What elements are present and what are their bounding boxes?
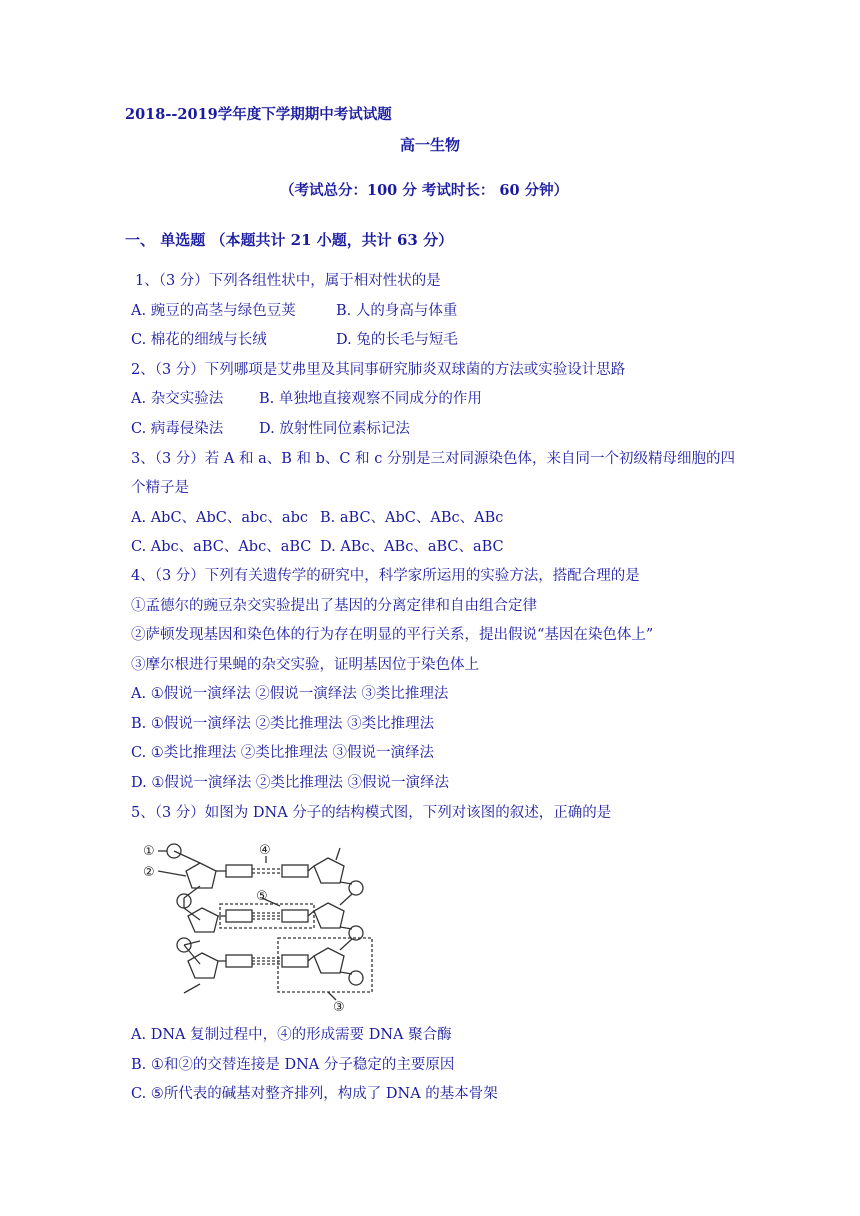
question-1-stem: 1、（3 分）下列各组性状中，属于相对性状的是 (135, 273, 441, 289)
question-2-stem: 2、（3 分）下列哪项是艾弗里及其同事研究肺炎双球菌的方法或实验设计思路 (131, 362, 626, 378)
exam-title: 2018--2019学年度下学期期中考试试题 (125, 106, 392, 123)
q3-option-d: D. ABc、ABc、aBC、aBC (320, 539, 504, 555)
label-5: ⑤ (256, 889, 268, 904)
label-3: ③ (333, 1000, 345, 1015)
q5-option-c: C. ⑤所代表的碱基对整齐排列，构成了 DNA 的基本骨架 (131, 1086, 498, 1102)
label-4: ④ (259, 843, 271, 858)
q5-option-b: B. ①和②的交替连接是 DNA 分子稳定的主要原因 (131, 1057, 455, 1073)
question-4-stem: 4、（3 分）下列有关遗传学的研究中，科学家所运用的实验方法，搭配合理的是 (131, 568, 640, 584)
q2-option-a: A. 杂交实验法 (131, 391, 224, 407)
q4-item-1: ①孟德尔的豌豆杂交实验提出了基因的分离定律和自由组合定律 (131, 598, 537, 614)
label-2: ② (143, 865, 155, 880)
q2-option-d: D. 放射性同位素标记法 (259, 421, 410, 437)
q1-option-a: A. 豌豆的高茎与绿色豆荚 (131, 303, 296, 319)
q4-option-b: B. ①假说一演绎法 ②类比推理法 ③类比推理法 (131, 716, 435, 732)
q1-option-b: B. 人的身高与体重 (336, 303, 458, 319)
q4-option-a: A. ①假说一演绎法 ②假说一演绎法 ③类比推理法 (131, 686, 449, 702)
exam-meta: （考试总分：100 分 考试时长： 60 分钟） (280, 182, 569, 199)
question-3-stem-line1: 3、（3 分）若 A 和 a、B 和 b、C 和 c 分别是三对同源染色体，来自同一个初级精母细胞的四 (131, 451, 735, 467)
q4-option-c: C. ①类比推理法 ②类比推理法 ③假说一演绎法 (131, 745, 435, 761)
q5-option-a: A. DNA 复制过程中，④的形成需要 DNA 聚合酶 (131, 1027, 452, 1043)
q3-option-c: C. Abc、aBC、Abc、aBC (131, 539, 312, 555)
q2-option-b: B. 单独地直接观察不同成分的作用 (259, 391, 482, 407)
q1-option-c: C. 棉花的细绒与长绒 (131, 332, 267, 348)
dna-structure-diagram (140, 838, 380, 1018)
q4-item-2: ②萨顿发现基因和染色体的行为存在明显的平行关系，提出假说“基因在染色体上” (131, 627, 654, 643)
q4-item-3: ③摩尔根进行果蝇的杂交实验，证明基因位于染色体上 (131, 657, 479, 673)
q3-option-b: B. aBC、AbC、ABc、ABc (320, 510, 504, 526)
q3-option-a: A. AbC、AbC、abc、abc (131, 510, 308, 526)
section-title: 一、 单选题 （本题共计 21 小题，共计 63 分） (125, 231, 454, 249)
question-3-stem-line2: 个精子是 (131, 480, 189, 496)
q1-option-d: D. 兔的长毛与短毛 (336, 332, 458, 348)
label-1: ① (143, 844, 155, 859)
q2-option-c: C. 病毒侵染法 (131, 421, 224, 437)
subject-title: 高一生物 (399, 136, 460, 154)
q4-option-d: D. ①假说一演绎法 ②类比推理法 ③假说一演绎法 (131, 775, 450, 791)
question-5-stem: 5、（3 分）如图为 DNA 分子的结构模式图，下列对该图的叙述，正确的是 (131, 805, 612, 821)
